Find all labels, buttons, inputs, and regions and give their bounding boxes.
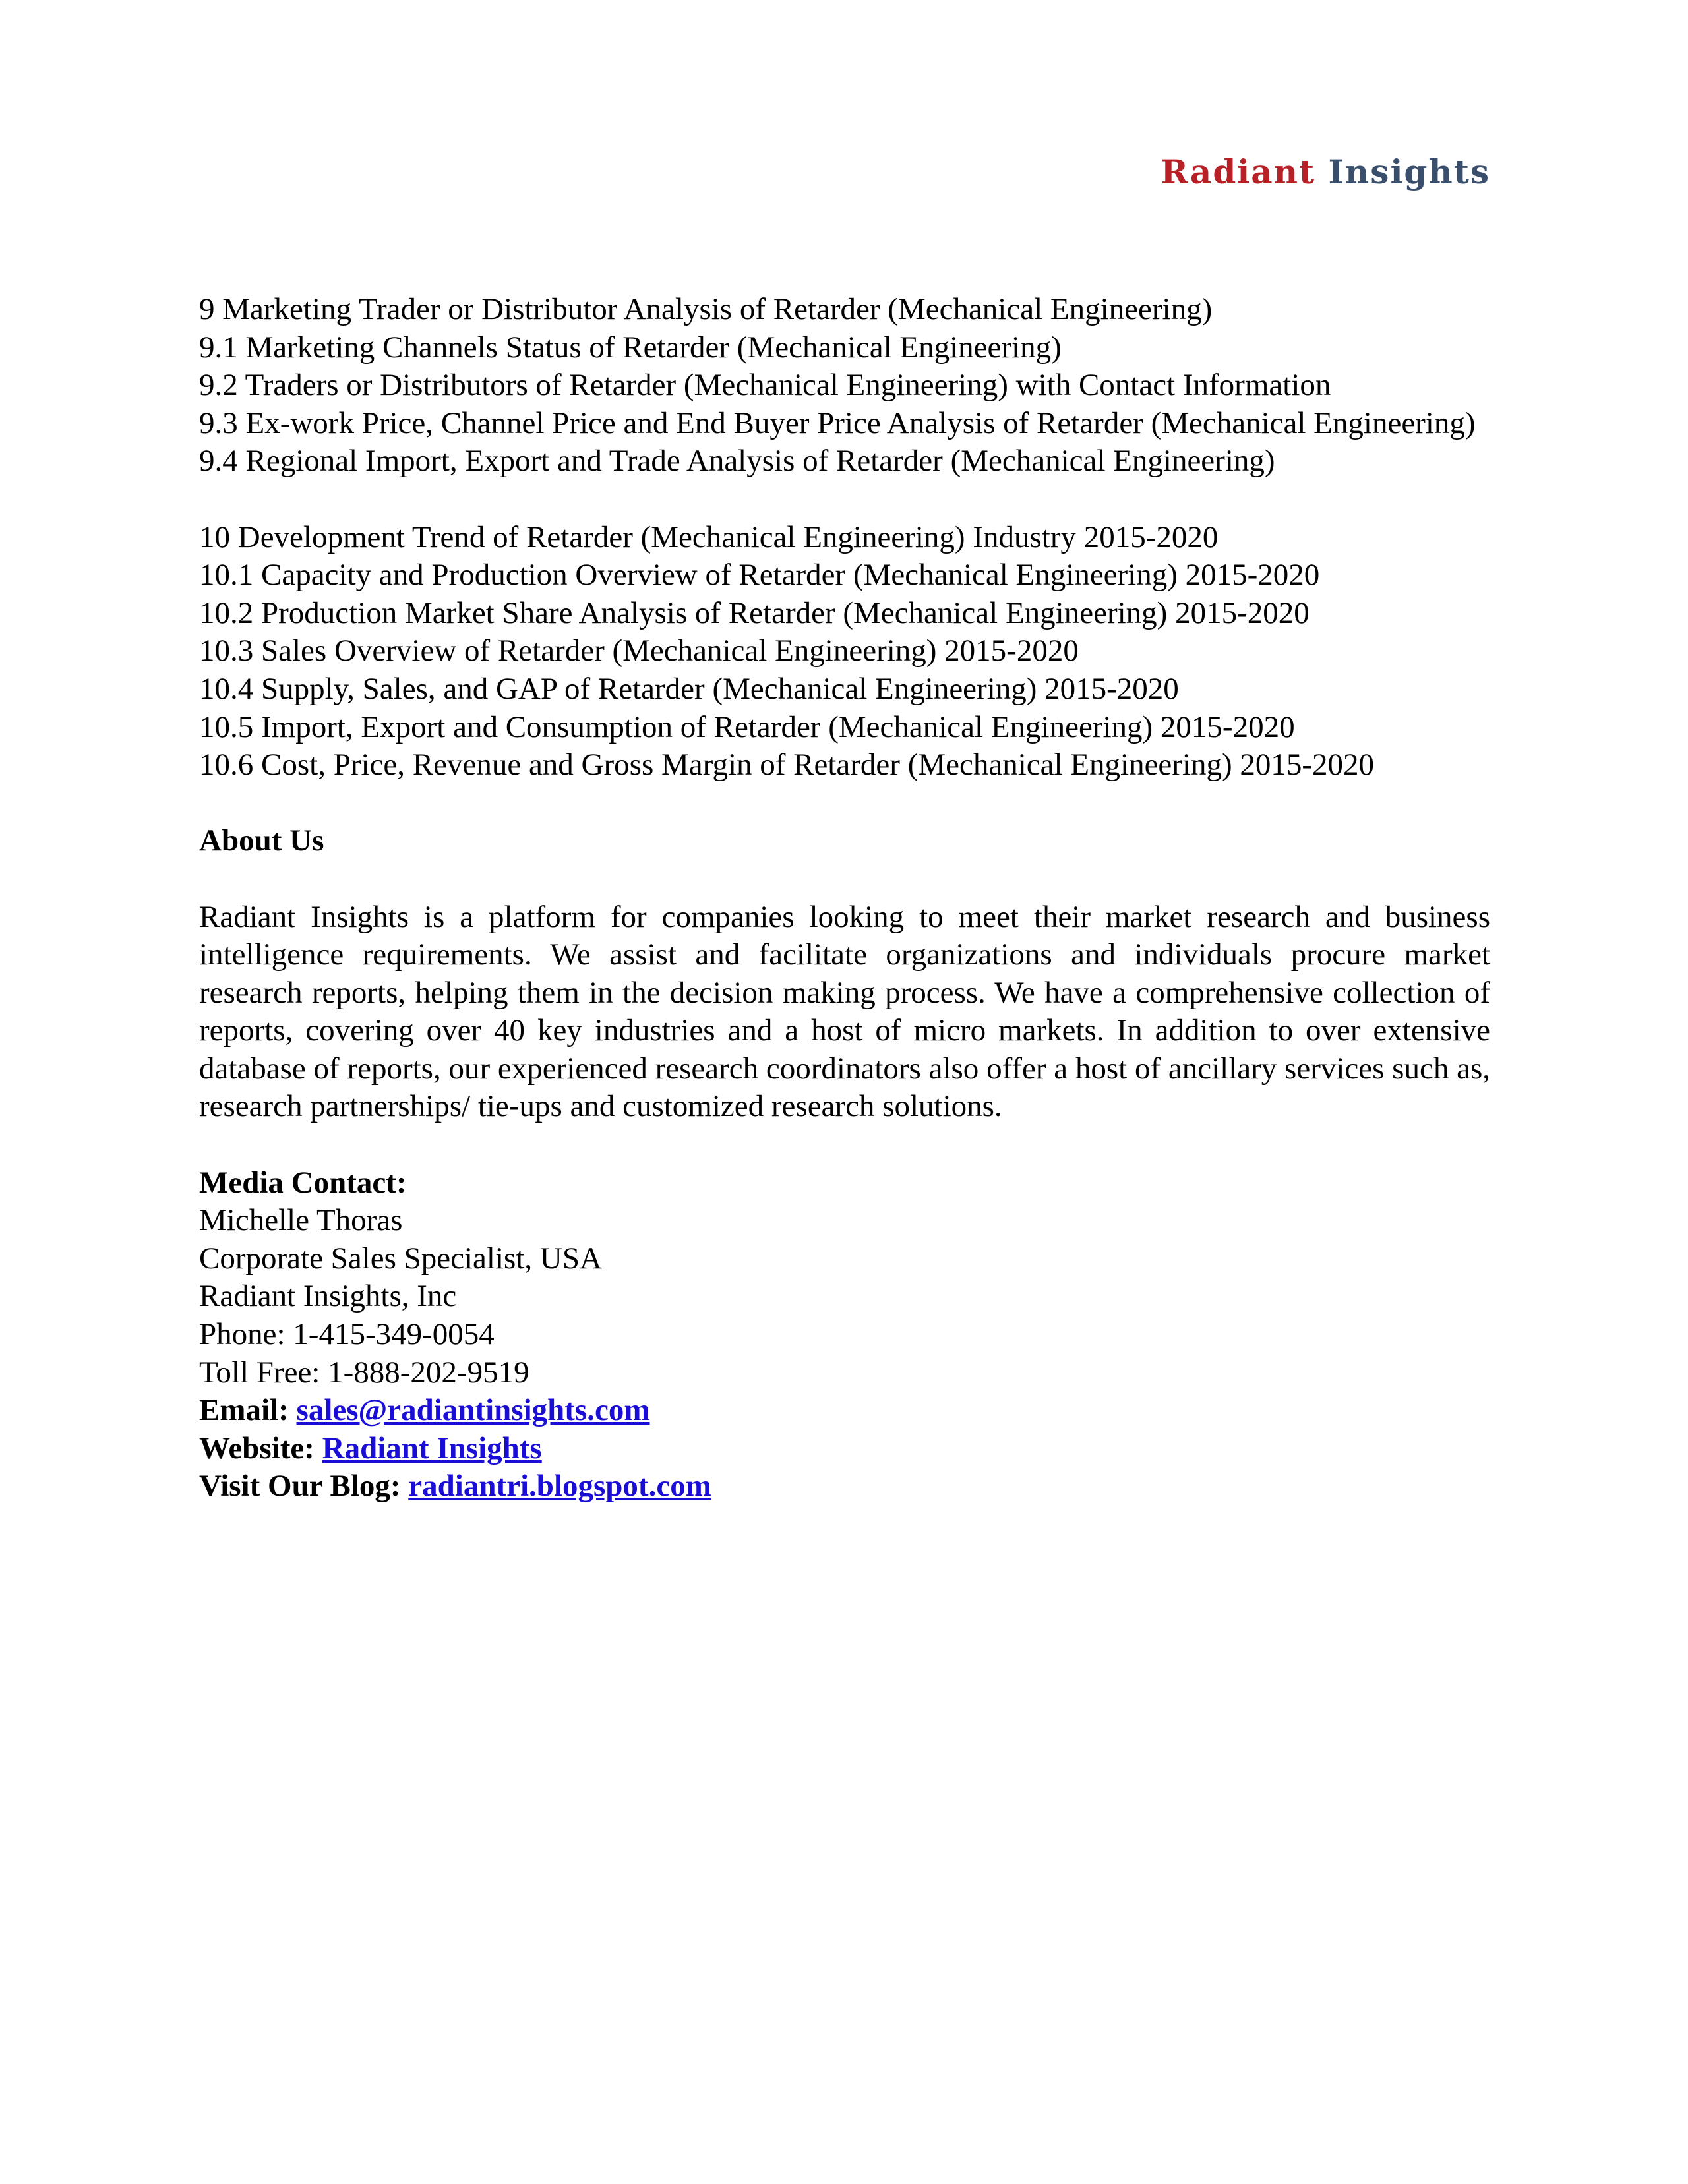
toc-item-9: 9 Marketing Trader or Distributor Analysis of Retarder (Mechanical Engineering) xyxy=(199,292,1213,326)
email-link[interactable]: sales@radiantinsights.com xyxy=(296,1393,650,1428)
logo-word-radiant: Radiant xyxy=(1160,152,1316,191)
toc-section-9 xyxy=(199,291,1490,481)
toc-item-10-2: 10.2 Production Market Share Analysis of Retarder (Mechanical Engineering) 2015-2020 xyxy=(199,595,1310,630)
toc-item-9-4: 9.4 Regional Import, Export and Trade Analysis of Retarder (Mechanical Engineering) xyxy=(199,444,1275,479)
about-us-heading: About Us xyxy=(199,823,324,858)
spacer xyxy=(199,1126,1490,1164)
contact-toll-free: Toll Free: 1-888-202-9519 xyxy=(199,1355,529,1390)
spacer xyxy=(199,481,1490,519)
contact-name: Michelle Thoras xyxy=(199,1203,403,1238)
about-us-paragraph: Radiant Insights is a platform for companies looking to meet their market research and business intelligence requirements. We assist and facilitate organizations and individuals procure market research reports, helping them in the decision making process. We have a comprehensive collection of reports, covering over 40 key industries and a host of micro markets. In addition to over extensive database of reports, our experienced research coordinators also offer a host of ancillary services such as, research partnerships/ tie-ups and customized research solutions. xyxy=(199,899,1490,1124)
blog-label: Visit Our Blog: xyxy=(199,1469,401,1504)
contact-phone: Phone: 1-415-349-0054 xyxy=(199,1317,495,1352)
contact-website-row xyxy=(199,1430,1490,1468)
contact-title: Corporate Sales Specialist, USA xyxy=(199,1241,602,1276)
logo-word-insights: Insights xyxy=(1328,152,1490,191)
toc-item-9-2: 9.2 Traders or Distributors of Retarder (Mechanical Engineering) with Contact Information xyxy=(199,368,1331,403)
contact-company: Radiant Insights, Inc xyxy=(199,1279,457,1314)
toc-item-9-3: 9.3 Ex-work Price, Channel Price and End Buyer Price Analysis of Retarder (Mechanical Engineering) xyxy=(199,405,1476,440)
email-label: Email: xyxy=(199,1393,289,1428)
toc-item-10-5: 10.5 Import, Export and Consumption of Retarder (Mechanical Engineering) 2015-2020 xyxy=(199,709,1295,744)
blog-link[interactable]: radiantri.blogspot.com xyxy=(408,1469,711,1504)
spacer xyxy=(199,784,1490,823)
contact-blog-row xyxy=(199,1467,1490,1506)
toc-item-10: 10 Development Trend of Retarder (Mechanical Engineering) Industry 2015-2020 xyxy=(199,519,1219,554)
toc-item-10-3: 10.3 Sales Overview of Retarder (Mechanical Engineering) 2015-2020 xyxy=(199,634,1079,668)
document-body xyxy=(199,291,1490,1506)
toc-item-10-6: 10.6 Cost, Price, Revenue and Gross Margin of Retarder (Mechanical Engineering) 2015-2020 xyxy=(199,748,1375,782)
toc-item-10-4: 10.4 Supply, Sales, and GAP of Retarder (Mechanical Engineering) 2015-2020 xyxy=(199,671,1179,706)
radiant-insights-logo xyxy=(1068,152,1490,191)
contact-email-row xyxy=(199,1392,1490,1430)
website-link[interactable]: Radiant Insights xyxy=(322,1431,542,1465)
media-contact-block xyxy=(199,1164,1490,1506)
toc-item-10-1: 10.1 Capacity and Production Overview of Retarder (Mechanical Engineering) 2015-2020 xyxy=(199,558,1320,593)
website-label: Website: xyxy=(199,1431,315,1465)
spacer xyxy=(199,860,1490,899)
toc-item-9-1: 9.1 Marketing Channels Status of Retarder (Mechanical Engineering) xyxy=(199,330,1062,365)
media-contact-heading: Media Contact: xyxy=(199,1165,407,1200)
toc-section-10 xyxy=(199,519,1490,784)
